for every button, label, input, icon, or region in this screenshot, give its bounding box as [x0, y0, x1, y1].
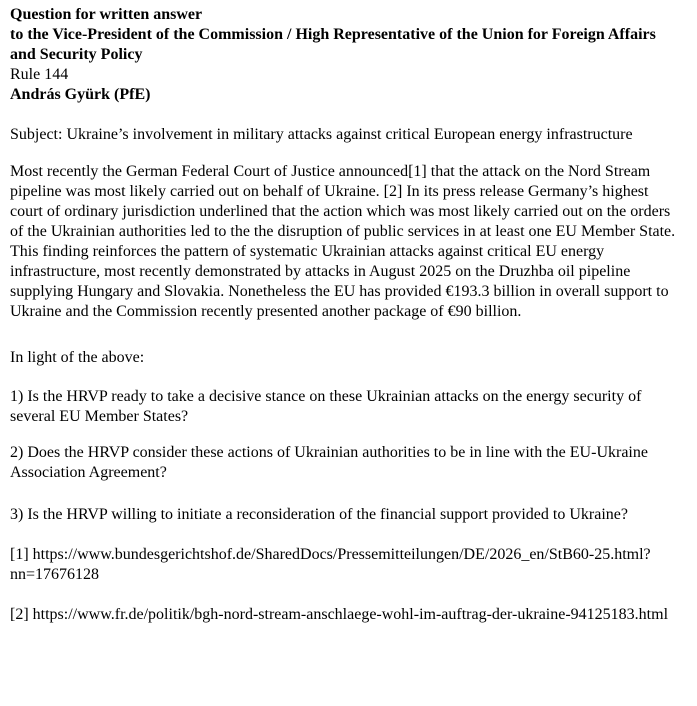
header-author: András Gyürk (PfE)	[10, 86, 151, 103]
question-1: 1) Is the HRVP ready to take a decisive stance on these Ukrainian attacks on the energy security of several EU Member States?	[10, 388, 642, 425]
header-addressee: to the Vice-President of the Commission / High Representative of the Union for Foreign Affairs and Security Policy	[10, 26, 656, 63]
question-3: 3) Is the HRVP willing to initiate a reconsideration of the financial support provided to Ukraine?	[10, 506, 628, 523]
intro-line: In light of the above:	[10, 349, 145, 366]
subject-text: Ukraine’s involvement in military attacks against critical European energy infrastructure	[66, 126, 633, 143]
subject-label: Subject:	[10, 126, 63, 143]
body-paragraph: Most recently the German Federal Court of Justice announced[1] that the attack on the Nord Stream pipeline was most likely carried out on behalf of Ukraine. [2] In its press release Germany’s highest court of ordinary jurisdiction underlined that the action which was most likely carried out on the orders of the Ukrainian authorities led to the the disruption of public services in at least one EU Member State. This finding reinforces the pattern of systematic Ukrainian attacks against critical EU energy infrastructure, most recently demonstrated by attacks in August 2025 on the Druzhba oil pipeline supplying Hungary and Slovakia. Nonetheless the EU has provided €193.3 billion in overall support to Ukraine and the Commission recently presented another package of €90 billion.	[10, 163, 676, 320]
header-rule-number: Rule 144	[10, 66, 69, 83]
header-title: Question for written answer	[10, 6, 203, 23]
footnote-1: [1] https://www.bundesgerichtshof.de/SharedDocs/Pressemitteilungen/DE/2026_en/StB60-25.html?nn=17676128	[10, 546, 651, 583]
subject-line	[10, 125, 683, 145]
document-header	[10, 5, 683, 105]
footnote-2: [2] https://www.fr.de/politik/bgh-nord-stream-anschlaege-wohl-im-auftrag-der-ukraine-94125183.html	[10, 606, 669, 623]
question-2: 2) Does the HRVP consider these actions of Ukrainian authorities to be in line with the EU-Ukraine Association Agreement?	[10, 444, 648, 481]
